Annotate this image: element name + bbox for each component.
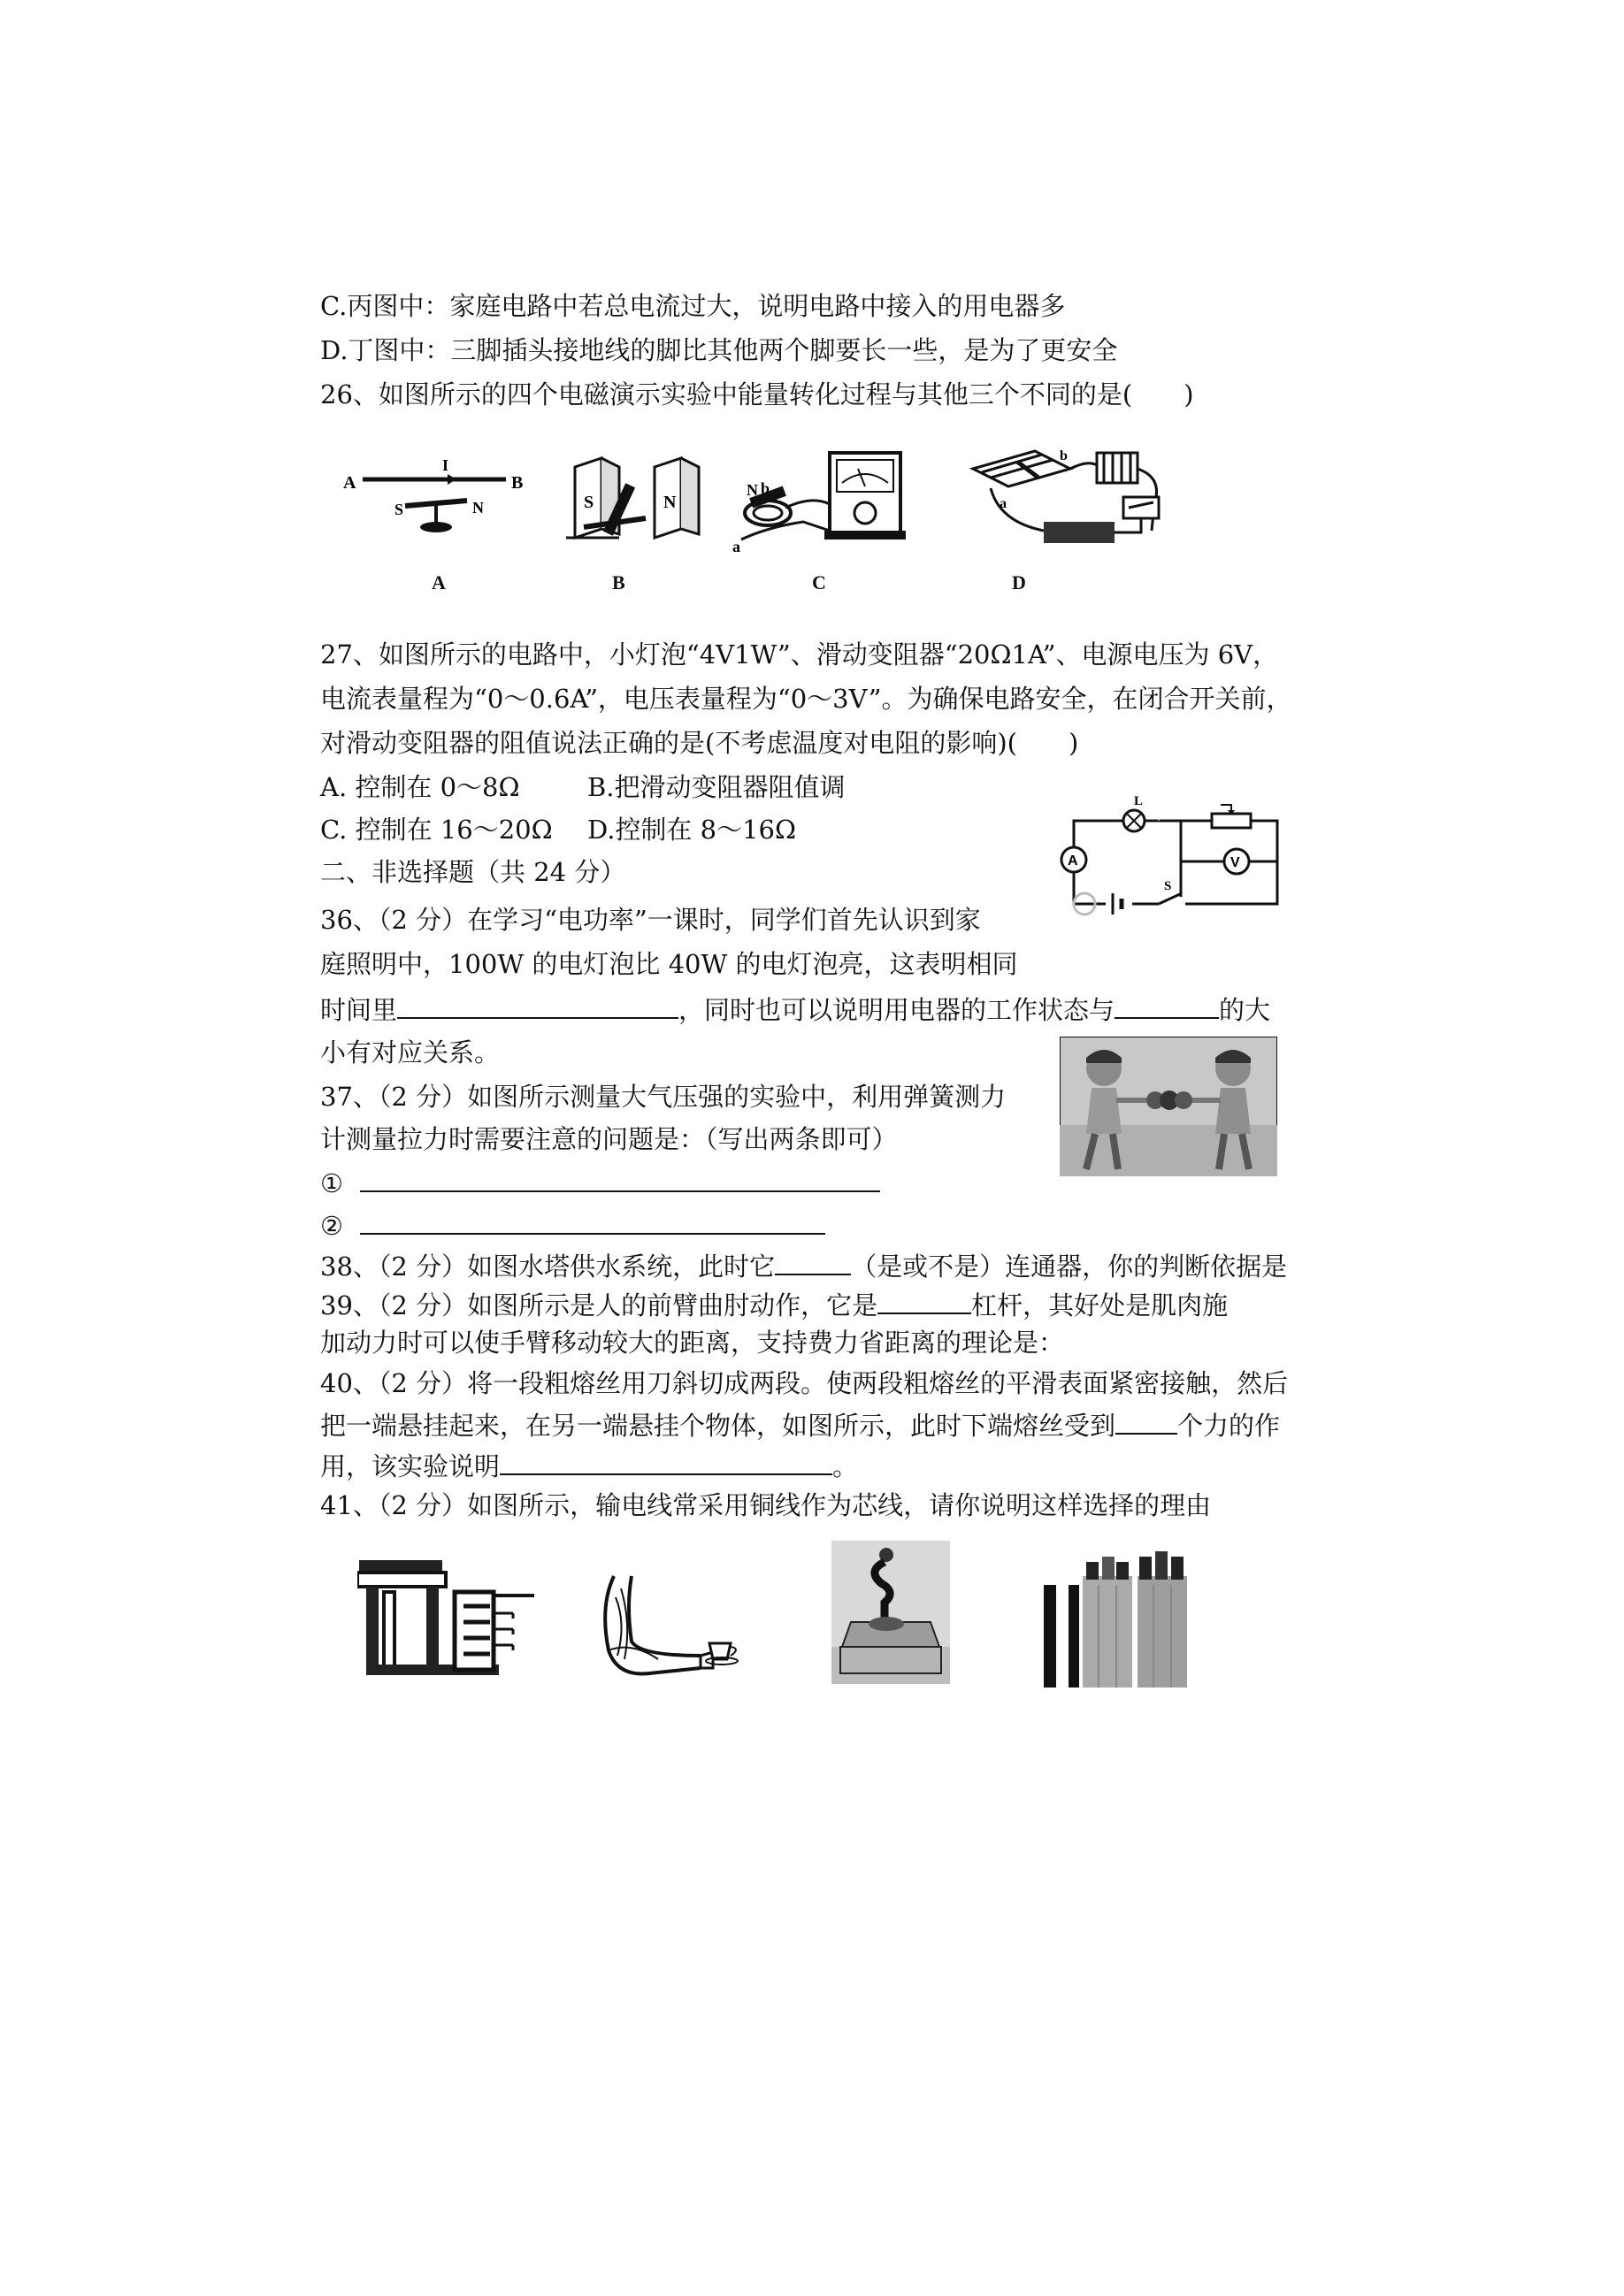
fig-c-label-a: a xyxy=(732,538,740,555)
q36-line-4: 小有对应关系。 xyxy=(320,1037,501,1068)
copper-cable-figure xyxy=(1030,1550,1199,1688)
q37-photo-magdeburg-hemispheres xyxy=(1060,1037,1277,1176)
q40-line-1: 40、（2 分）将一段粗熔丝用刀斜切成两段。使两段粗熔丝的平滑表面紧密接触，然后 xyxy=(320,1368,1289,1398)
fig-b-label-n: N xyxy=(663,493,677,512)
circuit-label-voltmeter: V xyxy=(1230,855,1240,870)
q39-line-1 xyxy=(320,1286,1228,1323)
q37-line-2: 计测量拉力时需要注意的问题是：（写出两条即可） xyxy=(320,1124,898,1154)
q37-line-1: 37、（2 分）如图所示测量大气压强的实验中，利用弹簧测力 xyxy=(320,1082,1007,1112)
q26-caption-b: B xyxy=(612,571,625,593)
q40-text-d: 。 xyxy=(832,1451,859,1481)
q36-line-1: 36、（2 分）在学习“电功率”一课时，同学们首先认识到家 xyxy=(320,905,981,935)
q40-text-b: 个力的作 xyxy=(1177,1411,1281,1441)
q40-blank-2[interactable] xyxy=(500,1447,832,1475)
q39-text-b: 杠杆，其好处是肌肉施 xyxy=(971,1290,1229,1320)
q37-answer-1 xyxy=(320,1164,880,1201)
q39-text-a: 39、（2 分）如图所示是人的前臂曲肘动作，它是 xyxy=(320,1290,878,1320)
q38-blank[interactable] xyxy=(775,1247,851,1275)
circuit-label-switch: S xyxy=(1164,879,1172,893)
q36-line-3-mid: ，同时也可以说明用电器的工作状态与 xyxy=(678,995,1115,1025)
circuit-label-ammeter: A xyxy=(1068,853,1078,869)
fig-a-label-n: N xyxy=(472,499,484,517)
q25-option-d: D.丁图中：三脚插头接地线的脚比其他两个脚要长一些，是为了更安全 xyxy=(320,335,1118,365)
forearm-lever-figure xyxy=(596,1571,747,1686)
q40-line-2 xyxy=(320,1406,1280,1443)
q36-line-3-end: 的大 xyxy=(1219,995,1271,1025)
q39-line-2: 加动力时可以使手臂移动较大的距离，支持费力省距离的理论是： xyxy=(320,1328,1065,1358)
q40-blank-1[interactable] xyxy=(1115,1406,1177,1435)
section-2-heading: 二、非选择题（共 24 分） xyxy=(320,857,626,887)
fuse-wire-figure xyxy=(831,1541,950,1684)
fig-a-label-i: I xyxy=(442,456,449,474)
q26-figure-a xyxy=(343,451,529,540)
fig-b-label-s: S xyxy=(584,493,594,512)
q38-line xyxy=(320,1247,1287,1284)
q40-line-3 xyxy=(320,1447,858,1484)
q40-text-a: 把一端悬挂起来，在另一端悬挂个物体，如图所示，此时下端熔丝受到 xyxy=(320,1411,1116,1441)
circuit-label-lamp: L xyxy=(1134,794,1144,808)
q37-item-2-marker: ② xyxy=(320,1211,343,1241)
q26-caption-c: C xyxy=(812,571,826,593)
fig-c-label-n: N xyxy=(747,481,758,499)
q36-blank-2[interactable] xyxy=(1115,991,1219,1019)
q37-blank-1[interactable] xyxy=(360,1164,880,1192)
q36-line-3 xyxy=(320,991,1270,1028)
water-tower-figure xyxy=(357,1557,543,1679)
q26-figure-d xyxy=(964,433,1176,566)
fig-a-label-s: S xyxy=(395,501,404,518)
q36-blank-1[interactable] xyxy=(397,991,678,1019)
q36-line-3-start: 时间里 xyxy=(320,995,398,1025)
q27-line-2: 电流表量程为“0～0.6A”，电压表量程为“0～3V”。为确保电路安全，在闭合开关前， xyxy=(320,684,1292,714)
q26-caption-d: D xyxy=(1012,571,1026,593)
fig-a-label-b: B xyxy=(511,473,524,493)
fig-d-label-b: b xyxy=(1060,448,1068,463)
q26-figure-b xyxy=(557,449,708,547)
q27-option-c: C. 控制在 16～20Ω xyxy=(320,815,553,845)
fig-c-label-b: b xyxy=(761,479,770,497)
q27-line-3: 对滑动变阻器的阻值说法正确的是(不考虑温度对电阻的影响)( ) xyxy=(320,728,1079,758)
q36-line-2: 庭照明中，100W 的电灯泡比 40W 的电灯泡亮，这表明相同 xyxy=(320,949,1018,979)
q27-line-1: 27、如图所示的电路中，小灯泡“4V1W”、滑动变阻器“20Ω1A”、电源电压为 6V， xyxy=(320,639,1279,670)
q39-blank[interactable] xyxy=(877,1286,971,1314)
q26-figure-c xyxy=(732,442,909,557)
q27-option-a: A. 控制在 0～8Ω xyxy=(320,772,520,802)
q27-circuit-diagram xyxy=(1053,787,1291,920)
q37-blank-2[interactable] xyxy=(360,1206,825,1235)
q26-stem: 26、如图所示的四个电磁演示实验中能量转化过程与其他三个不同的是( ) xyxy=(320,379,1194,409)
q38-text-b: （是或不是）连通器，你的判断依据是 xyxy=(851,1251,1288,1282)
q27-option-b: B.把滑动变阻器阻值调 xyxy=(587,772,846,802)
q26-caption-a: A xyxy=(432,571,446,593)
q37-answer-2 xyxy=(320,1206,825,1244)
q41-line-1: 41、（2 分）如图所示，输电线常采用铜线作为芯线，请你说明这样选择的理由 xyxy=(320,1490,1212,1520)
q25-option-c: C.丙图中：家庭电路中若总电流过大，说明电路中接入的用电器多 xyxy=(320,291,1066,321)
fig-d-label-a: a xyxy=(1000,496,1007,511)
q40-text-c: 用，该实验说明 xyxy=(320,1451,501,1481)
q38-text-a: 38、（2 分）如图水塔供水系统，此时它 xyxy=(320,1251,776,1282)
q27-option-d: D.控制在 8～16Ω xyxy=(587,815,797,845)
fig-a-label-a: A xyxy=(343,473,356,493)
q37-item-1-marker: ① xyxy=(320,1168,343,1198)
